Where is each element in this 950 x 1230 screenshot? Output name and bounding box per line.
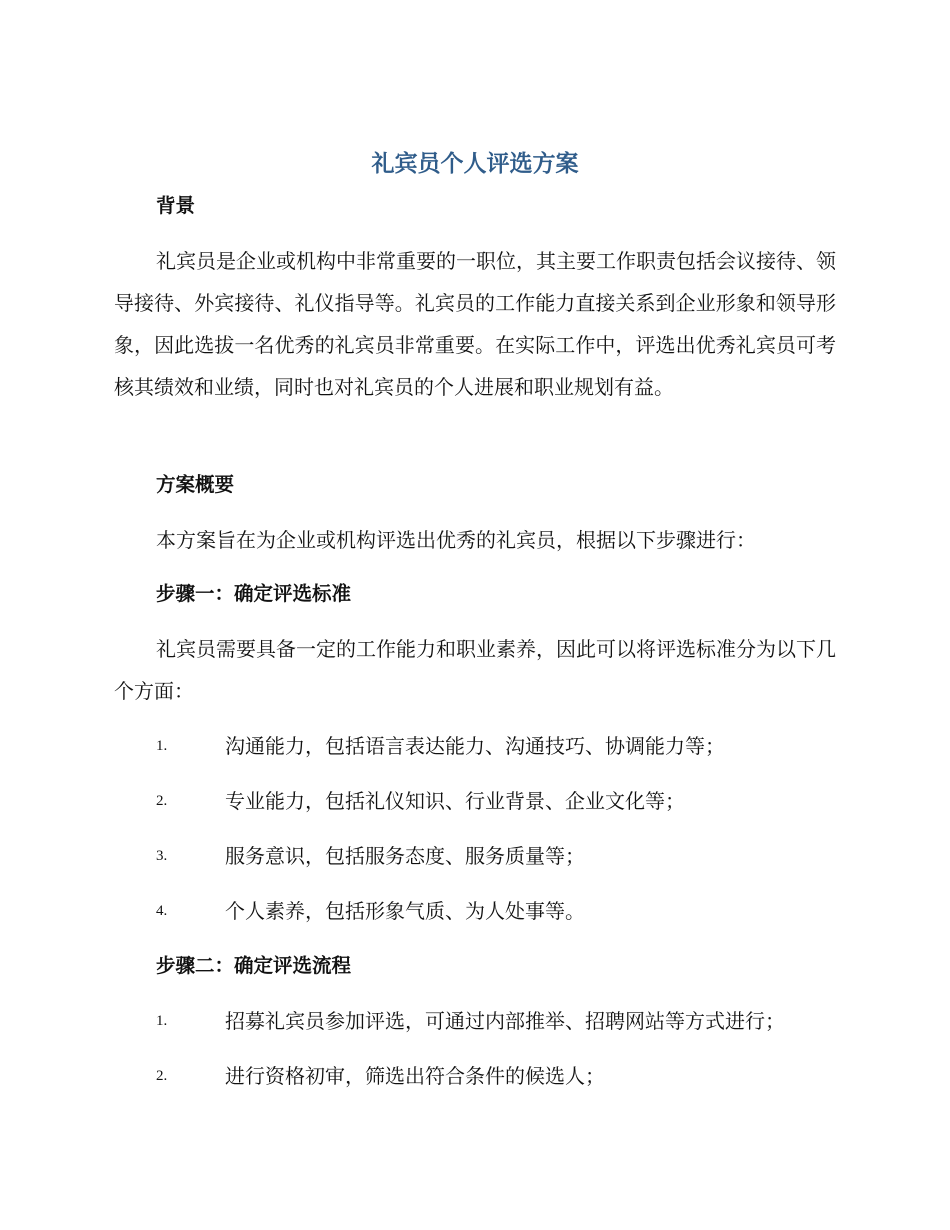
section-heading-step1: 步骤一：确定评选标准 — [156, 582, 352, 605]
list-text: 进行资格初审，筛选出符合条件的候选人； — [225, 1064, 605, 1088]
list-text: 招募礼宾员参加评选，可通过内部推举、招聘网站等方式进行； — [225, 1009, 785, 1033]
list-number: 2. — [156, 1068, 168, 1084]
list-number: 2. — [156, 793, 168, 809]
section-heading-overview: 方案概要 — [156, 473, 235, 496]
overview-paragraph: 本方案旨在为企业或机构评选出优秀的礼宾员，根据以下步骤进行： — [156, 528, 756, 552]
list-number: 1. — [156, 738, 168, 754]
section-heading-background: 背景 — [156, 194, 196, 217]
background-paragraph: 礼宾员是企业或机构中非常重要的一职位，其主要工作职责包括会议接待、领导接待、外宾接待、礼仪指导等。礼宾员的工作能力直接关系到企业形象和领导形象，因此选拔一名优秀的礼宾员非常重要。在实际工作中，评选出优秀礼宾员可考核其绩效和业绩，同时也对礼宾员的个人进展和职业规划有益。 — [114, 249, 836, 399]
step1-paragraph: 礼宾员需要具备一定的工作能力和职业素养，因此可以将评选标准分为以下几个方面： — [114, 637, 836, 703]
list-text: 专业能力，包括礼仪知识、行业背景、企业文化等； — [225, 789, 685, 813]
list-text: 沟通能力，包括语言表达能力、沟通技巧、协调能力等； — [225, 734, 725, 758]
list-number: 3. — [156, 848, 168, 864]
section-heading-step2: 步骤二：确定评选流程 — [156, 954, 352, 977]
list-text: 服务意识，包括服务态度、服务质量等； — [225, 844, 585, 868]
list-number: 4. — [156, 903, 168, 919]
list-text: 个人素养，包括形象气质、为人处事等。 — [225, 899, 585, 923]
list-number: 1. — [156, 1013, 168, 1029]
document-title: 礼宾员个人评选方案 — [371, 151, 579, 177]
